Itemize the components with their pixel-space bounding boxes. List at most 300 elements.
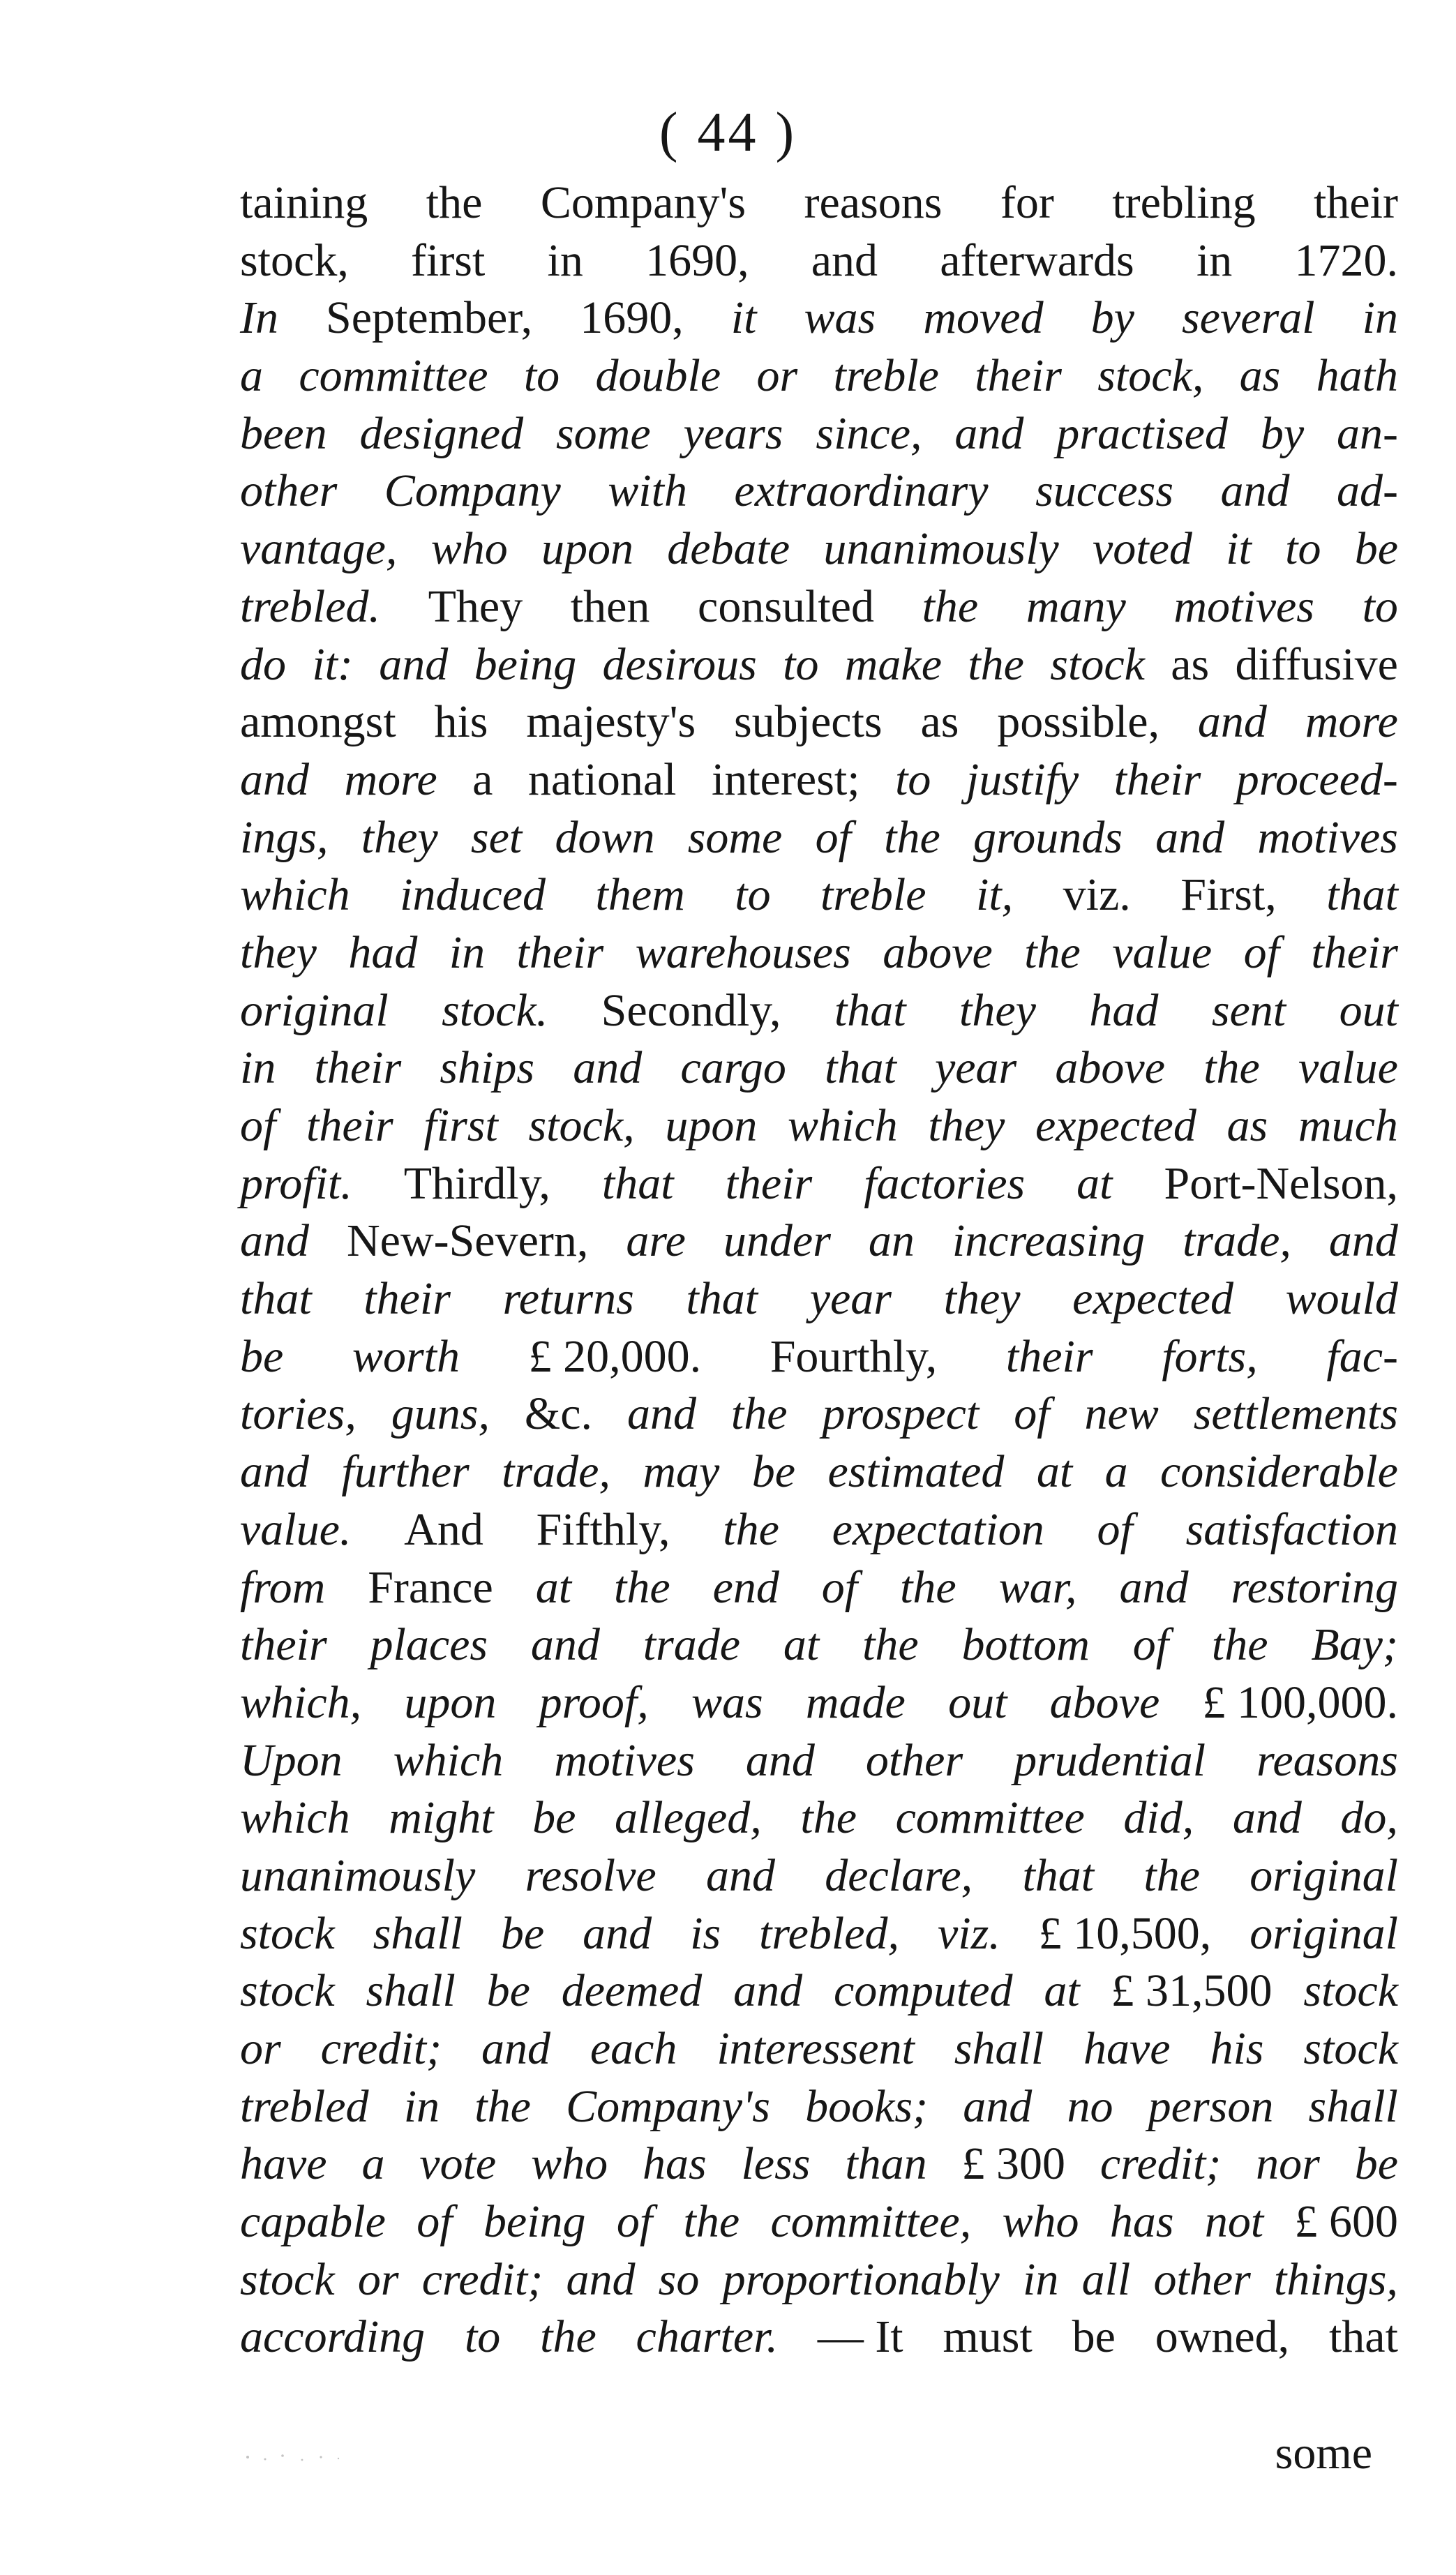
text-line [240, 1962, 1398, 2020]
word: the [1143, 1849, 1201, 1901]
word: as [1226, 1100, 1268, 1151]
word: France [368, 1561, 493, 1613]
word: Thirdly, [403, 1157, 550, 1209]
word: of [821, 1561, 858, 1613]
word: be [500, 1907, 545, 1959]
word: have [240, 2138, 327, 2190]
word: must [943, 2311, 1033, 2363]
word: ships [440, 1042, 535, 1094]
word: under [723, 1215, 831, 1267]
word: to [1362, 580, 1398, 632]
word: expectation [832, 1503, 1044, 1555]
text-line [240, 290, 1398, 347]
word: has [642, 2138, 707, 2190]
word: to [895, 753, 931, 805]
word: stock [240, 2253, 335, 2305]
word: shall [954, 2023, 1044, 2074]
word: being [474, 638, 577, 690]
word: 1690, [580, 292, 684, 344]
word: increasing [952, 1215, 1146, 1267]
word: have [1083, 2023, 1171, 2074]
word: warehouses [635, 926, 851, 978]
word: shall [366, 1965, 456, 2017]
word: prudential [1014, 1734, 1206, 1786]
word: trebling [1112, 177, 1256, 228]
word: proportionably [722, 2253, 1000, 2305]
word: the [683, 2196, 740, 2248]
word: and [705, 1849, 775, 1901]
word: trade [643, 1619, 741, 1671]
text-line [240, 232, 1398, 290]
text-line [240, 982, 1398, 1040]
text-line [240, 809, 1398, 867]
word: deemed [561, 1965, 703, 2017]
word: an- [1337, 407, 1398, 459]
text-line [240, 1270, 1398, 1328]
text-line [240, 520, 1398, 578]
word: their [240, 1619, 327, 1671]
word: sent [1211, 984, 1286, 1036]
word: trade, [502, 1446, 610, 1498]
word: books; [805, 2080, 929, 2132]
word: debate [667, 523, 790, 575]
word: made [805, 1676, 906, 1728]
word: considerable [1159, 1446, 1398, 1498]
word: stock. [442, 984, 548, 1036]
word: majesty's [526, 696, 696, 748]
word: satisfaction [1185, 1503, 1398, 1555]
word: induced [400, 869, 546, 921]
text-line [240, 1616, 1398, 1674]
word: the [540, 2311, 596, 2363]
word: by [1260, 407, 1305, 459]
word: stock, [1097, 350, 1204, 402]
word: their [314, 1042, 402, 1094]
word: at [783, 1619, 820, 1671]
text-line [240, 463, 1398, 520]
word: are [626, 1215, 686, 1267]
word: year [934, 1042, 1017, 1094]
word: credit; [421, 2253, 543, 2305]
word: First, [1180, 869, 1277, 921]
word: an [868, 1215, 915, 1267]
word: of [1243, 926, 1279, 978]
word: profit. [240, 1157, 352, 1209]
word: Upon [240, 1734, 343, 1786]
word: the [474, 2080, 531, 2132]
text-line [240, 1674, 1398, 1732]
word: hath [1316, 350, 1398, 402]
word: original [1249, 1849, 1398, 1901]
word: to [1285, 523, 1321, 575]
word: Company's [566, 2080, 770, 2132]
word: more [1305, 696, 1398, 748]
word: treble [820, 869, 926, 921]
text-line [240, 174, 1398, 232]
word: diffusive [1235, 638, 1398, 690]
word: by [1090, 292, 1134, 344]
word: than [845, 2138, 927, 2190]
text-line [240, 1097, 1398, 1155]
word: shall [373, 1907, 463, 1959]
word: the [968, 638, 1024, 690]
word: that [1328, 2311, 1398, 2363]
word: each [590, 2023, 677, 2074]
word: had [348, 926, 418, 978]
word: committee, [770, 2196, 972, 2248]
text-line [240, 1386, 1398, 1443]
word: £ 100,000. [1202, 1676, 1398, 1728]
word: be [1354, 2138, 1398, 2190]
word: resolve [525, 1849, 656, 1901]
word: war, [998, 1561, 1077, 1613]
word: stock [240, 1907, 335, 1959]
text-line [240, 751, 1398, 809]
word: possible, [997, 696, 1160, 748]
word: Port-Nelson, [1164, 1157, 1398, 1209]
word: to [735, 869, 771, 921]
word: a [1104, 1446, 1128, 1498]
word: might [389, 1792, 494, 1844]
word: the [426, 177, 483, 228]
word: is [690, 1907, 721, 1959]
word: as [1171, 638, 1210, 690]
text-line [240, 1501, 1398, 1559]
word: their [1311, 926, 1398, 978]
word: first [423, 1100, 498, 1151]
text-line [240, 2193, 1398, 2251]
word: the [1203, 1042, 1260, 1094]
word: and [240, 1446, 309, 1498]
text-line [240, 1155, 1398, 1213]
word: stock [1303, 2023, 1398, 2074]
word: of [616, 2196, 653, 2248]
word: had [1089, 984, 1159, 1036]
word: which [788, 1100, 898, 1151]
word: the [723, 1503, 779, 1555]
word: vote [419, 2138, 497, 2190]
word: set [470, 811, 523, 863]
word: they [361, 811, 438, 863]
word: and [1155, 811, 1225, 863]
word: so [658, 2253, 700, 2305]
word: viz. [938, 1907, 1000, 1959]
word: success [1035, 465, 1173, 517]
word: from [240, 1561, 326, 1613]
word: down [555, 811, 655, 863]
word: and [530, 1619, 600, 1671]
text-line [240, 578, 1398, 636]
word: extraordinary [734, 465, 989, 517]
word: more [344, 753, 437, 805]
word: alleged, [615, 1792, 762, 1844]
word: who [430, 523, 508, 575]
word: of [1132, 1619, 1169, 1671]
word: and [1232, 1792, 1302, 1844]
page-number: ( 44 ) [659, 102, 797, 163]
word: New-Severn, [347, 1215, 589, 1267]
word: £ 20,000. [528, 1330, 702, 1382]
word: the [613, 1561, 670, 1613]
word: for [1000, 177, 1054, 228]
word: grounds [973, 811, 1123, 863]
word: as [920, 696, 959, 748]
word: new [1084, 1388, 1159, 1440]
word: and [573, 1042, 643, 1094]
word: estimated [827, 1446, 1005, 1498]
word: them [595, 869, 685, 921]
word: desirous [602, 638, 757, 690]
word: places [370, 1619, 488, 1671]
word: and [481, 2023, 550, 2074]
word: committee [299, 350, 488, 402]
word: been [240, 407, 327, 459]
word: amongst [240, 696, 396, 748]
word: other [1153, 2253, 1251, 2305]
word: they [928, 1100, 1005, 1151]
text-line [240, 1847, 1398, 1905]
word: the [730, 1388, 788, 1440]
word: some [687, 811, 783, 863]
word: do [240, 638, 286, 690]
word: trebled. [240, 580, 380, 632]
word: stock [240, 1965, 335, 2017]
text-line [240, 405, 1398, 463]
word: the [922, 580, 979, 632]
word: less [741, 2138, 811, 2190]
word: credit; [320, 2023, 442, 2074]
word: many [1026, 580, 1126, 632]
word: the [884, 811, 940, 863]
word: returns [502, 1273, 634, 1325]
word: out [948, 1676, 1007, 1728]
word: national [527, 753, 677, 805]
word: factories [864, 1157, 1026, 1209]
word: then [570, 580, 650, 632]
word: the [1024, 926, 1081, 978]
word: their [306, 1100, 393, 1151]
word: settlements [1193, 1388, 1398, 1440]
word: proof, [539, 1676, 649, 1728]
word: they [943, 1273, 1021, 1325]
word: they [240, 926, 317, 978]
word: stock [1303, 1965, 1398, 2017]
word: of [1097, 1503, 1133, 1555]
word: £ 600 [1294, 2196, 1398, 2248]
word: 1690, [645, 234, 749, 286]
word: be [532, 1792, 576, 1844]
word: the [1211, 1619, 1268, 1671]
word: upon [541, 523, 633, 575]
word: and [1328, 1215, 1398, 1267]
word: things, [1274, 2253, 1398, 2305]
word: trebled, [759, 1907, 900, 1959]
word: £ 300 [961, 2138, 1065, 2190]
word: They [428, 580, 523, 632]
word: and [963, 2080, 1033, 2132]
text-line [240, 2309, 1398, 2366]
word: in [449, 926, 486, 978]
text-line [240, 1905, 1398, 1963]
word: be [1354, 523, 1398, 575]
word: and [240, 1215, 309, 1267]
word: capable [240, 2196, 386, 2248]
word: charter. [636, 2311, 779, 2363]
word: interessent [716, 2023, 915, 2074]
word: value [1112, 926, 1213, 978]
word: they [959, 984, 1036, 1036]
word: above [1055, 1042, 1166, 1094]
word: their [1314, 177, 1398, 228]
word: years [683, 407, 783, 459]
word: his [434, 696, 488, 748]
word: their [516, 926, 604, 978]
word: committee [895, 1792, 1085, 1844]
word: his [1210, 2023, 1264, 2074]
text-line [240, 866, 1398, 924]
word: practised [1056, 407, 1228, 459]
word: 1720. [1294, 234, 1398, 286]
body-text [240, 174, 1398, 2366]
word: viz. [1063, 869, 1131, 921]
word: would [1285, 1273, 1398, 1325]
word: motives [554, 1734, 695, 1786]
word: be [240, 1330, 284, 1382]
word: in [1023, 2253, 1059, 2305]
word: other [865, 1734, 963, 1786]
word: and [733, 1965, 803, 2017]
word: proceed- [1236, 753, 1398, 805]
word: taining [240, 177, 368, 228]
word: be [751, 1446, 796, 1498]
word: at [535, 1561, 572, 1613]
text-line [240, 1732, 1398, 1790]
word: that [240, 1273, 312, 1325]
word: first [411, 234, 486, 286]
word: that [825, 1042, 896, 1094]
word: justify [966, 753, 1079, 805]
word: trade, [1183, 1215, 1291, 1267]
word: computed [833, 1965, 1013, 2017]
word: at [1076, 1157, 1113, 1209]
word: tories, [240, 1388, 357, 1440]
text-line [240, 1213, 1398, 1270]
text-line [240, 1559, 1398, 1617]
text-line [240, 2078, 1398, 2136]
word: above [1049, 1676, 1160, 1728]
word: unanimously [823, 523, 1059, 575]
word: that [1326, 869, 1398, 921]
word: in [240, 1042, 276, 1094]
word: who [531, 2138, 608, 2190]
word: reasons [1256, 1734, 1398, 1786]
word: a [240, 350, 263, 402]
word: treble [833, 350, 939, 402]
word: expected [1035, 1100, 1196, 1151]
word: In [240, 292, 278, 344]
text-line [240, 1789, 1398, 1847]
word: in [1362, 292, 1398, 344]
word: Company [384, 465, 561, 517]
word: fac- [1326, 1330, 1398, 1382]
word: value. [240, 1503, 352, 1555]
word: motives [1257, 811, 1398, 863]
word: at [1036, 1446, 1073, 1498]
word: and [1197, 696, 1267, 748]
word: ings, [240, 811, 329, 863]
text-line [240, 636, 1398, 694]
word: &c. [524, 1388, 593, 1440]
word: original [1249, 1907, 1398, 1959]
text-line [240, 2135, 1398, 2193]
text-line [240, 924, 1398, 982]
word: may [643, 1446, 720, 1498]
word: other [240, 465, 338, 517]
word: and [811, 234, 878, 286]
word: vantage, [240, 523, 398, 575]
word: £ 10,500, [1038, 1907, 1212, 1959]
word: bottom [961, 1619, 1090, 1671]
word: cargo [680, 1042, 786, 1094]
word: upon [404, 1676, 497, 1728]
print-specks-decoration [241, 2449, 380, 2470]
word: and [1220, 465, 1290, 517]
word: subjects [733, 696, 883, 748]
text-line [240, 2251, 1398, 2309]
word: upon [665, 1100, 758, 1151]
word: which, [240, 1676, 362, 1728]
word: unanimously [240, 1849, 476, 1901]
word: person [1148, 2080, 1274, 2132]
word: voted [1092, 523, 1192, 575]
word: and [240, 753, 309, 805]
word: was [691, 1676, 763, 1728]
word: their [363, 1273, 451, 1325]
word: that [601, 1157, 674, 1209]
word: it, [976, 869, 1014, 921]
word: interest; [711, 753, 860, 805]
word: trebled [240, 2080, 369, 2132]
word: forts, [1162, 1330, 1258, 1382]
word: some [555, 407, 651, 459]
word: not [1204, 2196, 1264, 2248]
word: value [1298, 1042, 1398, 1094]
word: did, [1123, 1792, 1194, 1844]
word: expected [1072, 1273, 1233, 1325]
word: And [404, 1503, 483, 1555]
word: stock, [528, 1100, 635, 1151]
word: of [416, 2196, 453, 2248]
word: their [725, 1157, 813, 1209]
word: has [1109, 2196, 1174, 2248]
word: and [745, 1734, 815, 1786]
catchword: some [1275, 2428, 1372, 2479]
word: £ 31,500 [1111, 1965, 1273, 2017]
text-line [240, 2020, 1398, 2078]
word: and [954, 407, 1024, 459]
word: afterwards [940, 234, 1134, 286]
word: no [1067, 2080, 1113, 2132]
word: year [809, 1273, 892, 1325]
word: prospect [822, 1388, 980, 1440]
word: or [240, 2023, 281, 2074]
text-line [240, 1328, 1398, 1386]
word: a [472, 753, 493, 805]
word: of [1014, 1388, 1050, 1440]
word: reasons [804, 177, 943, 228]
word: end [712, 1561, 779, 1613]
word: in [403, 2080, 440, 2132]
